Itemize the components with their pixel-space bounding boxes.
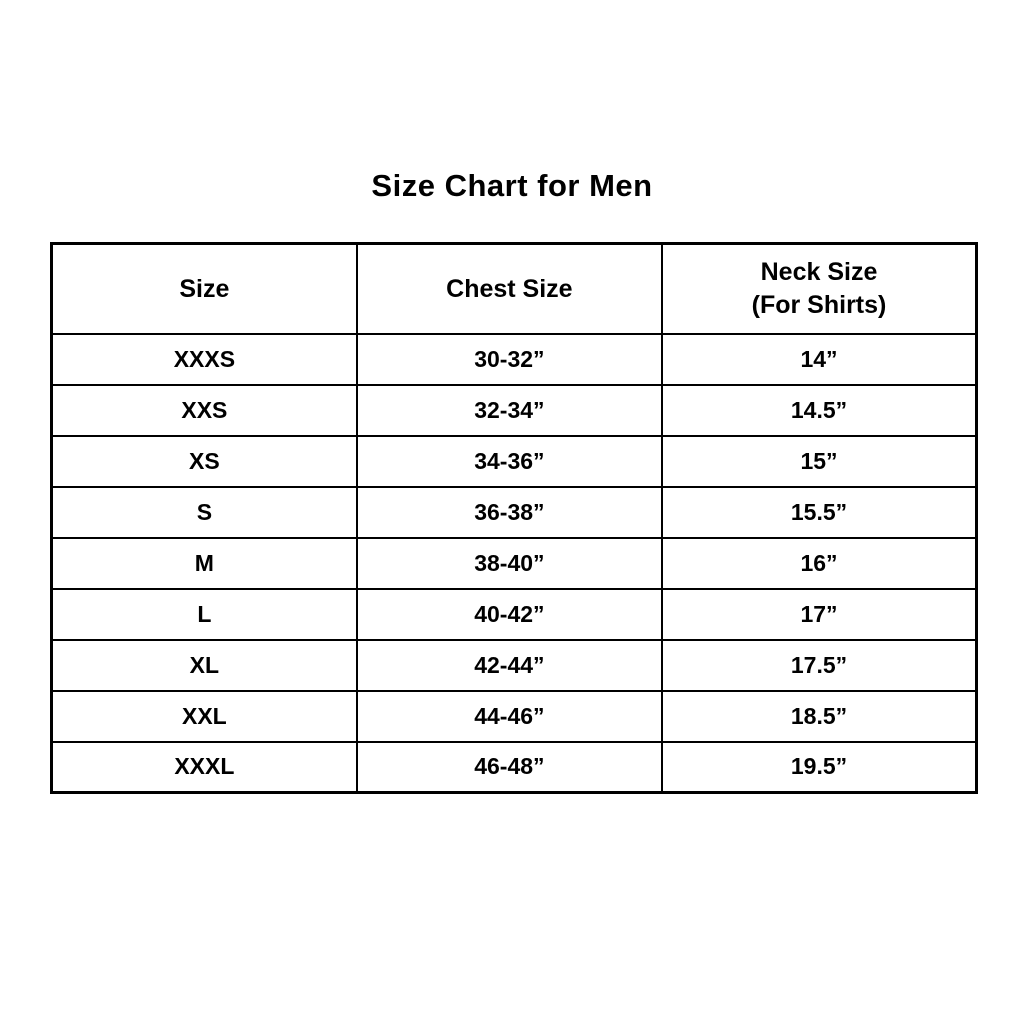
size-cell: XXXS	[52, 334, 357, 385]
size-chart-table	[50, 242, 978, 794]
header-size-label: Size	[179, 274, 230, 303]
size-cell: S	[52, 487, 357, 538]
header-chest-size-label: Chest Size	[446, 274, 573, 303]
chest-cell: 40-42”	[357, 589, 662, 640]
neck-cell: 18.5”	[662, 691, 977, 742]
header-neck-size-label: Neck Size	[760, 258, 878, 287]
neck-cell: 17”	[662, 589, 977, 640]
header-row	[52, 244, 977, 334]
neck-cell: 15.5”	[662, 487, 977, 538]
size-cell: XXL	[52, 691, 357, 742]
neck-cell: 14.5”	[662, 385, 977, 436]
header-neck-size-sublabel: (For Shirts)	[751, 290, 887, 319]
chest-cell: 36-38”	[357, 487, 662, 538]
header-neck-size	[662, 244, 977, 334]
size-cell: XXS	[52, 385, 357, 436]
table-row	[52, 538, 977, 589]
page-title: Size Chart for Men	[371, 168, 653, 203]
size-cell: M	[52, 538, 357, 589]
size-cell: XL	[52, 640, 357, 691]
table-row	[52, 640, 977, 691]
table-row	[52, 589, 977, 640]
table-row	[52, 385, 977, 436]
neck-cell: 19.5”	[662, 742, 977, 793]
neck-cell: 14”	[662, 334, 977, 385]
table-header	[52, 244, 977, 334]
chest-cell: 30-32”	[357, 334, 662, 385]
chest-cell: 34-36”	[357, 436, 662, 487]
chest-cell: 44-46”	[357, 691, 662, 742]
chest-cell: 38-40”	[357, 538, 662, 589]
table-row	[52, 436, 977, 487]
table-body	[52, 334, 977, 793]
chest-cell: 42-44”	[357, 640, 662, 691]
table-row	[52, 334, 977, 385]
table-row	[52, 742, 977, 793]
size-cell: XS	[52, 436, 357, 487]
neck-cell: 16”	[662, 538, 977, 589]
table-row	[52, 487, 977, 538]
neck-cell: 17.5”	[662, 640, 977, 691]
size-cell: L	[52, 589, 357, 640]
chest-cell: 32-34”	[357, 385, 662, 436]
chest-cell: 46-48”	[357, 742, 662, 793]
neck-cell: 15”	[662, 436, 977, 487]
table-row	[52, 691, 977, 742]
header-size	[52, 244, 357, 334]
size-cell: XXXL	[52, 742, 357, 793]
header-chest-size	[357, 244, 662, 334]
